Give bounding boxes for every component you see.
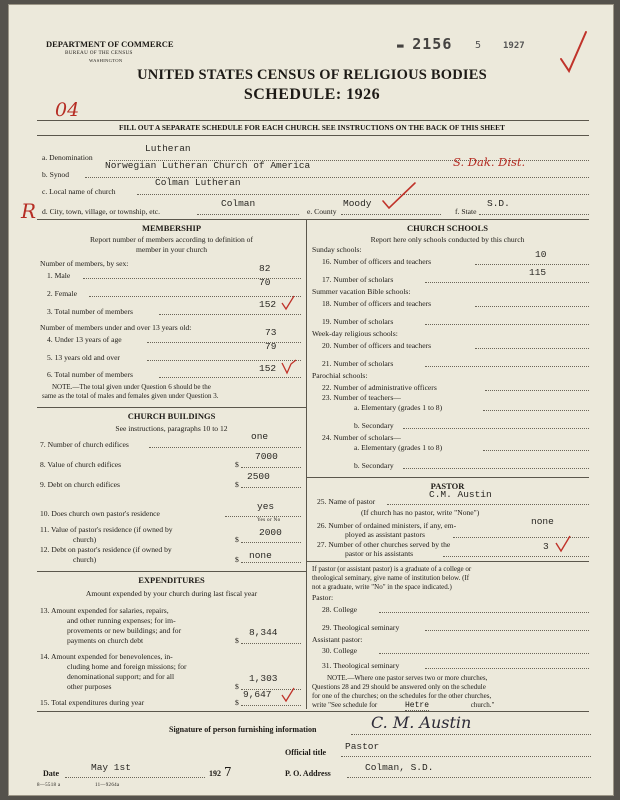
q27-line-2: pastor or his assistants (345, 549, 414, 558)
q31-label: 31. Theological seminary (322, 661, 400, 670)
dollar-sign: $ (235, 555, 239, 564)
date-year-suffix: 7 (224, 765, 232, 779)
q4-label: 4. Under 13 years of age (47, 335, 122, 344)
members-by-age: Number of members under and over 13 years old: (40, 323, 192, 332)
form-number: 2156 (412, 35, 453, 53)
membership-note-2: same as the total of males and females given under Question 3. (42, 392, 219, 400)
q11-label-2: church) (73, 535, 97, 544)
synod-district-note: S. Dak. Dist. (453, 155, 526, 169)
q17-label: 17. Number of scholars (322, 275, 394, 284)
red-check-mark-icon (555, 535, 571, 553)
pastor-note-text: write "See schedule for (312, 701, 378, 709)
q10-hint: Yes or No (257, 517, 281, 523)
q12-value: none (249, 550, 272, 561)
q26-line-2: ployed as assistant pastors (345, 530, 425, 539)
denomination-value: Lutheran (145, 143, 191, 154)
q27-line-1: 27. Number of other churches served by the (317, 540, 451, 549)
q25-value: C.M. Austin (429, 489, 492, 500)
q6-value: 152 (259, 363, 277, 374)
stamp-dash: ▬ (397, 39, 413, 52)
form-subtitle: SCHEDULE: 1926 (243, 86, 381, 103)
q20-label: 20. Number of officers and teachers (322, 341, 432, 350)
pastor-note-3: for one of the churches; on the schedules for the other churches, (312, 692, 492, 700)
q28-label: 28. College (322, 605, 358, 614)
column-divider (306, 219, 307, 709)
q13-line-4: payments on church debt (67, 636, 144, 645)
q13-value: 8,344 (249, 627, 278, 638)
pastor-note-2: Questions 28 and 29 should be answered only on the schedule (312, 683, 486, 691)
official-title-label: Official title (285, 748, 327, 757)
expenditures-title: EXPENDITURES (138, 575, 205, 585)
graduate-instruction-3: not a graduate, write "No" in the space indicated.) (312, 583, 452, 591)
graduate-instruction-2: theological seminary, give name of institution below. (If (312, 574, 470, 582)
department-name: DEPARTMENT OF COMMERCE (46, 39, 174, 49)
q25-hint: (If church has no pastor, write "None") (361, 508, 480, 517)
q2-value: 70 (259, 277, 271, 288)
state-value: S.D. (487, 198, 510, 209)
q13-line-1: 13. Amount expended for salaries, repairs, (40, 606, 169, 615)
q8-label: 8. Value of church edifices (40, 460, 122, 469)
q10-value: yes (257, 501, 275, 512)
q5-label: 5. 13 years old and over (47, 353, 120, 362)
q3-value: 152 (259, 299, 277, 310)
membership-intro: Report number of members according to definition of (89, 235, 253, 244)
q13-line-3: provements or new buildings; and for (67, 626, 182, 635)
city-value: Colman (221, 198, 256, 209)
q2-label: 2. Female (47, 289, 77, 298)
q16-label: 16. Number of officers and teachers (322, 257, 432, 266)
state-label: f. State (455, 207, 477, 216)
q19-label: 19. Number of scholars (322, 317, 394, 326)
q26-value: none (531, 516, 554, 527)
graduate-instruction: If pastor (or assistant pastor) is a graduate of a college or (312, 565, 472, 573)
members-by-sex: Number of members, by sex: (40, 259, 129, 268)
q14-line-4: other purposes (67, 682, 112, 691)
margin-mark-r: R (21, 199, 37, 223)
stamp-year: 1927 (503, 41, 525, 51)
sunday-schools-heading: Sunday schools: (312, 245, 362, 254)
buildings-intro: See instructions, paragraphs 10 to 12 (115, 424, 228, 433)
q23a-label: a. Elementary (grades 1 to 8) (354, 403, 443, 412)
instruction-rule (37, 135, 589, 136)
red-check-mark-icon (381, 181, 417, 211)
official-title-value: Pastor (345, 741, 380, 752)
city-label: d. City, town, village, or township, etc. (42, 207, 161, 216)
q17-value: 115 (529, 267, 547, 278)
signature-label: Signature of person furnishing information (169, 725, 317, 734)
pastor-title: PASTOR (430, 481, 465, 491)
margin-mark-04: 04 (55, 99, 80, 121)
buildings-title: CHURCH BUILDINGS (127, 411, 216, 421)
q11-label: 11. Value of pastor's residence (if owned by (40, 525, 173, 534)
synod-label: b. Synod (42, 170, 70, 179)
q14-line-3: denominational support; and for all (67, 672, 175, 681)
red-check-mark-icon (281, 687, 295, 703)
membership-note: NOTE.—The total given under Question 6 should be the (52, 383, 211, 391)
bureau-name: BUREAU OF THE CENSUS (65, 50, 133, 56)
q10-label: 10. Does church own pastor's residence (40, 509, 160, 518)
form-code: 8—5518 a (37, 783, 61, 788)
q30-label: 30. College (322, 646, 358, 655)
dollar-sign: $ (235, 636, 239, 645)
q11-value: 2000 (259, 527, 282, 538)
date-value: May 1st (91, 762, 131, 773)
q5-value: 79 (265, 341, 277, 352)
dollar-sign: $ (235, 460, 239, 469)
q27-value: 3 (543, 541, 549, 552)
q14-value: 1,303 (249, 673, 278, 684)
q24-label: 24. Number of scholars— (322, 433, 401, 442)
signature-handwritten: C. M. Austin (371, 713, 472, 732)
pastor-note-end: church." (470, 701, 495, 709)
q7-value: one (251, 431, 269, 442)
q26-line-1: 26. Number of ordained ministers, if any, em- (317, 521, 457, 530)
q14-line-1: 14. Amount expended for benevolences, in- (40, 652, 173, 661)
schools-title: CHURCH SCHOOLS (407, 223, 488, 233)
red-check-mark-icon (281, 359, 297, 375)
synod-value: Norwegian Lutheran Church of America (105, 160, 311, 171)
schools-intro: Report here only schools conducted by this church (370, 235, 525, 244)
q23-label: 23. Number of teachers— (322, 393, 401, 402)
local-name-value: Colman Lutheran (155, 177, 241, 188)
pastor-note-4 (312, 701, 494, 710)
form-title: UNITED STATES CENSUS OF RELIGIOUS BODIES (137, 67, 487, 83)
q7-label: 7. Number of church edifices (40, 440, 129, 449)
address-label: P. O. Address (285, 769, 331, 778)
q14-line-2: cluding home and foreign missions; for (67, 662, 187, 671)
q4-value: 73 (265, 327, 277, 338)
pastor-heading: Pastor: (312, 593, 334, 602)
q1-label: 1. Male (47, 271, 71, 280)
red-check-mark-icon (281, 295, 295, 311)
header-rule (37, 120, 589, 121)
dollar-sign: $ (235, 682, 239, 691)
date-year-prefix: 192 (209, 769, 221, 778)
county-value: Moody (343, 198, 372, 209)
assistant-pastor-heading: Assistant pastor: (312, 635, 363, 644)
date-label: Date (43, 769, 59, 778)
q9-value: 2500 (247, 471, 270, 482)
bureau-city: WASHINGTON (89, 58, 123, 63)
local-name-label: c. Local name of church (42, 187, 116, 196)
dollar-sign: $ (235, 535, 239, 544)
q24b-label: b. Secondary (354, 461, 394, 470)
address-value: Colman, S.D. (365, 762, 434, 773)
form-number-stamp (397, 35, 452, 53)
stamp-digit: 5 (475, 40, 482, 51)
q15-value: 9,647 (243, 689, 272, 700)
membership-intro-2: member in your church (135, 245, 208, 254)
q16-value: 10 (535, 249, 547, 260)
q18-label: 18. Number of officers and teachers (322, 299, 432, 308)
q23b-label: b. Secondary (354, 421, 394, 430)
pastor-note: NOTE.—Where one pastor serves two or more churches, (327, 674, 488, 682)
census-schedule-sheet (8, 4, 614, 796)
q6-label: 6. Total number of members (47, 370, 134, 379)
q29-label: 29. Theological seminary (322, 623, 400, 632)
q9-label: 9. Debt on church edifices (40, 480, 120, 489)
q1-value: 82 (259, 263, 271, 274)
expenditures-intro: Amount expended by your church during last fiscal year (85, 589, 258, 598)
q22-label: 22. Number of administrative officers (322, 383, 437, 392)
instruction-line: FILL OUT A SEPARATE SCHEDULE FOR EACH CHURCH. SEE INSTRUCTIONS ON THE BACK OF THIS SHEET (119, 123, 505, 132)
q8-value: 7000 (255, 451, 278, 462)
q12-label: 12. Debt on pastor's residence (if owned by (40, 545, 172, 554)
q21-label: 21. Number of scholars (322, 359, 394, 368)
county-label: e. County (307, 207, 337, 216)
weekday-schools-heading: Week-day religious schools: (312, 329, 398, 338)
q13-line-2: and other running expenses; for im- (67, 616, 176, 625)
q12-label-2: church) (73, 555, 97, 564)
membership-title: MEMBERSHIP (141, 223, 202, 233)
q15-label: 15. Total expenditures during year (40, 698, 145, 707)
parochial-schools-heading: Parochial schools: (312, 371, 368, 380)
dollar-sign: $ (235, 480, 239, 489)
dollar-sign: $ (235, 698, 239, 707)
print-code: 11—9264a (95, 783, 120, 788)
q3-label: 3. Total number of members (47, 307, 134, 316)
q24a-label: a. Elementary (grades 1 to 8) (354, 443, 443, 452)
pastor-note-value: Hetre (405, 701, 430, 710)
summer-schools-heading: Summer vacation Bible schools: (312, 287, 411, 296)
q25-label: 25. Name of pastor (317, 497, 376, 506)
denomination-label: a. Denomination (42, 153, 93, 162)
